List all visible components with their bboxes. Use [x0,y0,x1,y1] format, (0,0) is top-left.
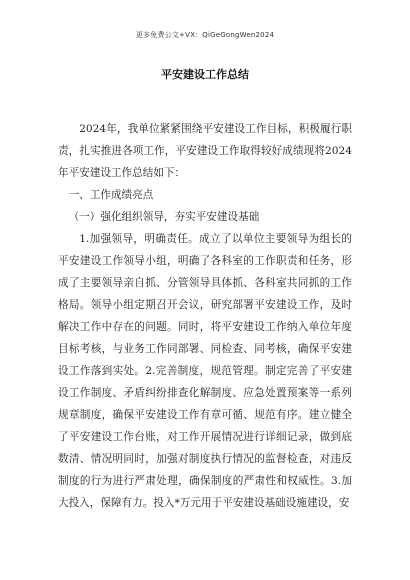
header-note: 更多免费公文+VX：QiGeGongWen2024 [135,31,275,39]
section-heading: 一、工作成绩亮点 [68,189,154,201]
document-body [58,118,352,514]
subsection-heading: （一）强化组织领导，夯实平安建设基础 [68,211,260,223]
body-paragraph: 1.加强领导，明确责任。成立了以单位主要领导为组长的平安建设工作领导小组，明确了各科室的工作职责和任务，形成了主要领导亲自抓、分管领导具体抓、各科室共同抓的工作格局。领导小组定期召开会议，研究部署平安建设工作，及时解决工作中存在的问题。同时，将平安建设工作纳入单位年度目标考核，与业务工作同部署、同检查、同考核，确保平安建设工作落到实处。2.完善制度，规范管理。制定完善了平安建设工作制度、矛盾纠纷排查化解制度、应急处置预案等一系列规章制度，确保平安建设工作有章可循、规范有序。建立健全了平安建设工作台账，对工作开展情况进行详细记录，做到底数清、情况明同时，加强对制度执行情况的监督检查，对违反制度的行为进行严肃处理，确保制度的严肃性和权威性。3.加大投入，保障有力。投入*万元用于平安建设基础设施建设，安 [58,233,352,509]
intro-paragraph: 2024年，我单位紧紧围绕平安建设工作目标，积极履行职责，扎实推进各项工作，平安建设工作取得较好成绩现将2024年平安建设工作总结如下： [58,123,352,179]
page-title: 平安建设工作总结 [161,68,249,81]
